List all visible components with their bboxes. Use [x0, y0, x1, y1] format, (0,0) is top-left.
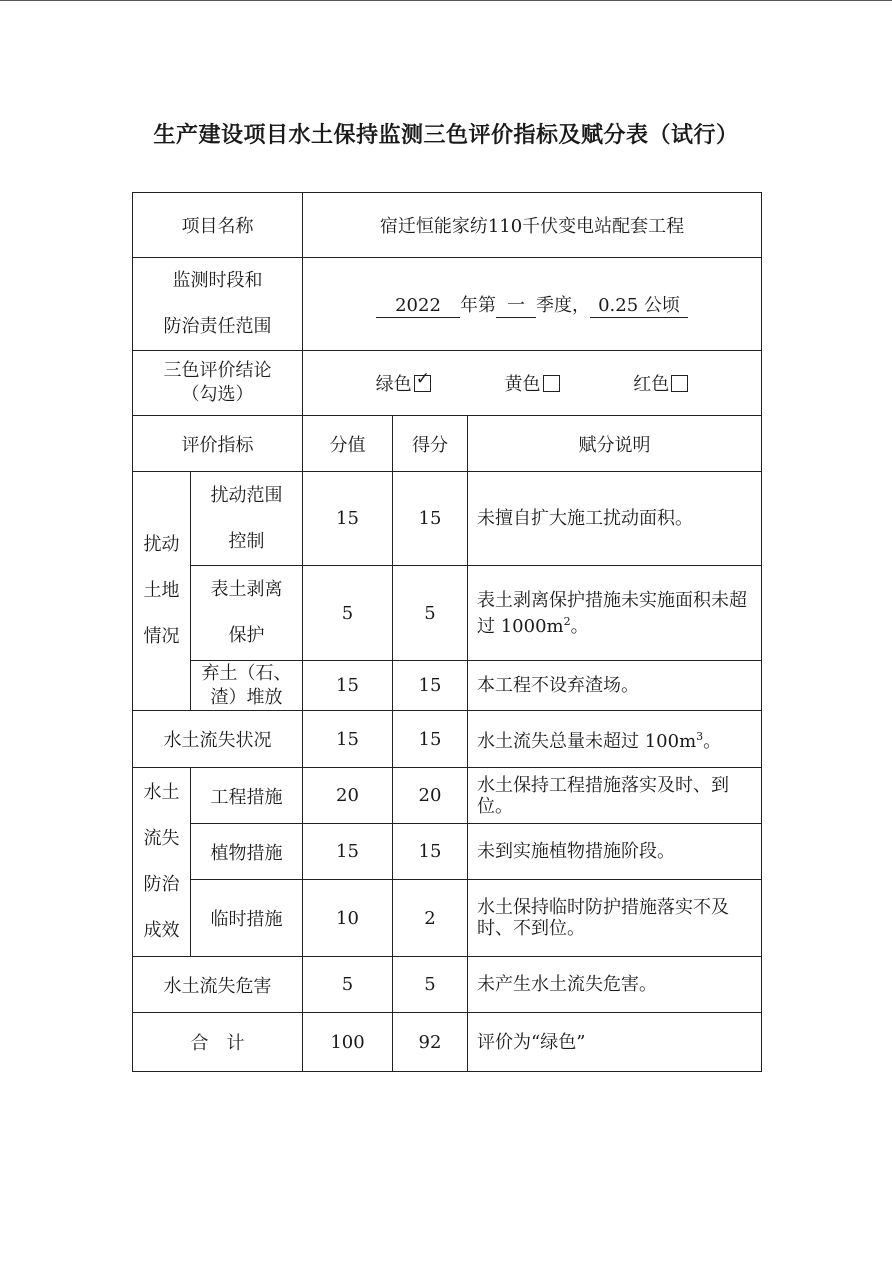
explanation-cell: 未到实施植物措施阶段。 — [468, 824, 762, 880]
page-top-border — [0, 0, 892, 1]
obtained-cell: 15 — [393, 472, 468, 566]
group-disturb-line: 情况 — [143, 626, 180, 647]
explanation-end: 。 — [703, 731, 722, 752]
period-value — [303, 258, 762, 351]
option-green-label: 绿色 — [375, 374, 412, 395]
check-mark-icon: ✓ — [415, 369, 431, 389]
option-red — [633, 370, 688, 396]
project-name-value: 宿迁恒能家纺110千伏变电站配套工程 — [303, 193, 762, 258]
row-color-conclusion — [133, 351, 762, 416]
unit-exponent: 2 — [563, 614, 571, 628]
period-year: 2022 — [376, 295, 460, 318]
indicator-name — [191, 566, 303, 661]
obtained-cell: 20 — [393, 768, 468, 824]
table-row — [133, 711, 762, 768]
score-cell: 5 — [303, 957, 393, 1013]
explanation-cell: 水土保持临时防护措施落实不及时、不到位。 — [468, 880, 762, 957]
header-obtained: 得分 — [393, 416, 468, 472]
period-label-line2: 防治责任范围 — [163, 316, 272, 337]
green-checkbox[interactable] — [414, 369, 431, 392]
explanation-text: 水土流失总量未超过 100m — [477, 731, 697, 752]
explanation-cell: 本工程不设弃渣场。 — [468, 661, 762, 711]
indicator-name-line: 保护 — [228, 625, 265, 646]
explanation-text: 表土剥离保护措施未实施面积未超过 1000m — [477, 589, 747, 637]
obtained-cell: 15 — [393, 661, 468, 711]
explanation-cell — [468, 566, 762, 661]
group-control-label — [133, 768, 191, 957]
indicator-name: 临时措施 — [191, 880, 303, 957]
row-project-name — [133, 193, 762, 258]
explanation-cell: 未产生水土流失危害。 — [468, 957, 762, 1013]
obtained-cell: 15 — [393, 824, 468, 880]
period-quarter: 一 — [496, 295, 536, 318]
obtained-cell: 2 — [393, 880, 468, 957]
header-score: 分值 — [303, 416, 393, 472]
indicator-name-line: 渣）堆放 — [210, 686, 283, 708]
total-obtained: 92 — [393, 1013, 468, 1072]
period-area — [590, 295, 688, 318]
document-title: 生产建设项目水土保持监测三色评价指标及赋分表（试行） — [153, 123, 739, 148]
indicator-name: 植物措施 — [191, 824, 303, 880]
total-explanation: 评价为“绿色” — [468, 1013, 762, 1072]
conclusion-label — [133, 351, 303, 416]
conclusion-options — [303, 351, 762, 416]
conclusion-label-line2: （勾选） — [181, 384, 254, 405]
option-green — [376, 370, 431, 396]
project-name-label: 项目名称 — [133, 193, 303, 258]
unit-exponent: 3 — [696, 730, 704, 743]
explanation-cell: 水土保持工程措施落实及时、到位。 — [468, 768, 762, 824]
score-cell: 5 — [303, 566, 393, 661]
period-area-unit: 公顷 — [643, 294, 680, 316]
table-row — [133, 824, 762, 880]
header-explanation: 赋分说明 — [468, 416, 762, 472]
evaluation-table — [132, 192, 762, 1072]
period-label-line1: 监测时段和 — [172, 270, 263, 291]
table-row — [133, 661, 762, 711]
total-label: 合 计 — [133, 1013, 303, 1072]
indicator-name — [191, 472, 303, 566]
conclusion-label-line1: 三色评价结论 — [163, 360, 272, 381]
table-row — [133, 880, 762, 957]
period-label — [133, 258, 303, 351]
obtained-cell: 15 — [393, 711, 468, 768]
obtained-cell: 5 — [393, 566, 468, 661]
score-cell: 15 — [303, 472, 393, 566]
period-area-value: 0.25 — [598, 294, 639, 316]
indicator-name — [191, 661, 303, 711]
indicator-name: 水土流失状况 — [133, 711, 303, 768]
table-row — [133, 472, 762, 566]
group-disturb-line: 土地 — [143, 580, 180, 601]
score-cell: 10 — [303, 880, 393, 957]
period-text-year: 年第 — [460, 294, 496, 316]
option-red-label: 红色 — [633, 374, 670, 395]
option-yellow — [505, 370, 560, 396]
yellow-checkbox[interactable] — [543, 375, 560, 392]
table-row — [133, 566, 762, 661]
explanation-cell — [468, 711, 762, 768]
row-header — [133, 416, 762, 472]
indicator-name-line: 弃土（石、 — [201, 662, 292, 684]
indicator-name-line: 扰动范围 — [210, 484, 283, 506]
indicator-name: 水土流失危害 — [133, 957, 303, 1013]
row-monitoring-period — [133, 258, 762, 351]
indicator-name: 工程措施 — [191, 768, 303, 824]
table-row — [133, 957, 762, 1013]
score-cell: 15 — [303, 824, 393, 880]
group-disturb-line: 扰动 — [143, 534, 180, 555]
group-control-line: 流失 — [143, 828, 180, 849]
row-total — [133, 1013, 762, 1072]
period-text-quarter: 季度， — [536, 294, 590, 316]
group-control-line: 成效 — [143, 920, 180, 941]
explanation-end: 。 — [570, 615, 589, 637]
score-cell: 15 — [303, 711, 393, 768]
total-score: 100 — [303, 1013, 393, 1072]
indicator-name-line: 控制 — [228, 530, 265, 552]
red-checkbox[interactable] — [671, 375, 688, 392]
group-disturb-label — [133, 472, 191, 711]
header-indicator: 评价指标 — [133, 416, 303, 472]
obtained-cell: 5 — [393, 957, 468, 1013]
score-cell: 20 — [303, 768, 393, 824]
group-control-line: 防治 — [143, 874, 180, 895]
explanation-cell: 未擅自扩大施工扰动面积。 — [468, 472, 762, 566]
score-cell: 15 — [303, 661, 393, 711]
group-control-line: 水土 — [143, 782, 180, 803]
indicator-name-line: 表土剥离 — [210, 579, 283, 600]
option-yellow-label: 黄色 — [504, 374, 541, 395]
table-row — [133, 768, 762, 824]
